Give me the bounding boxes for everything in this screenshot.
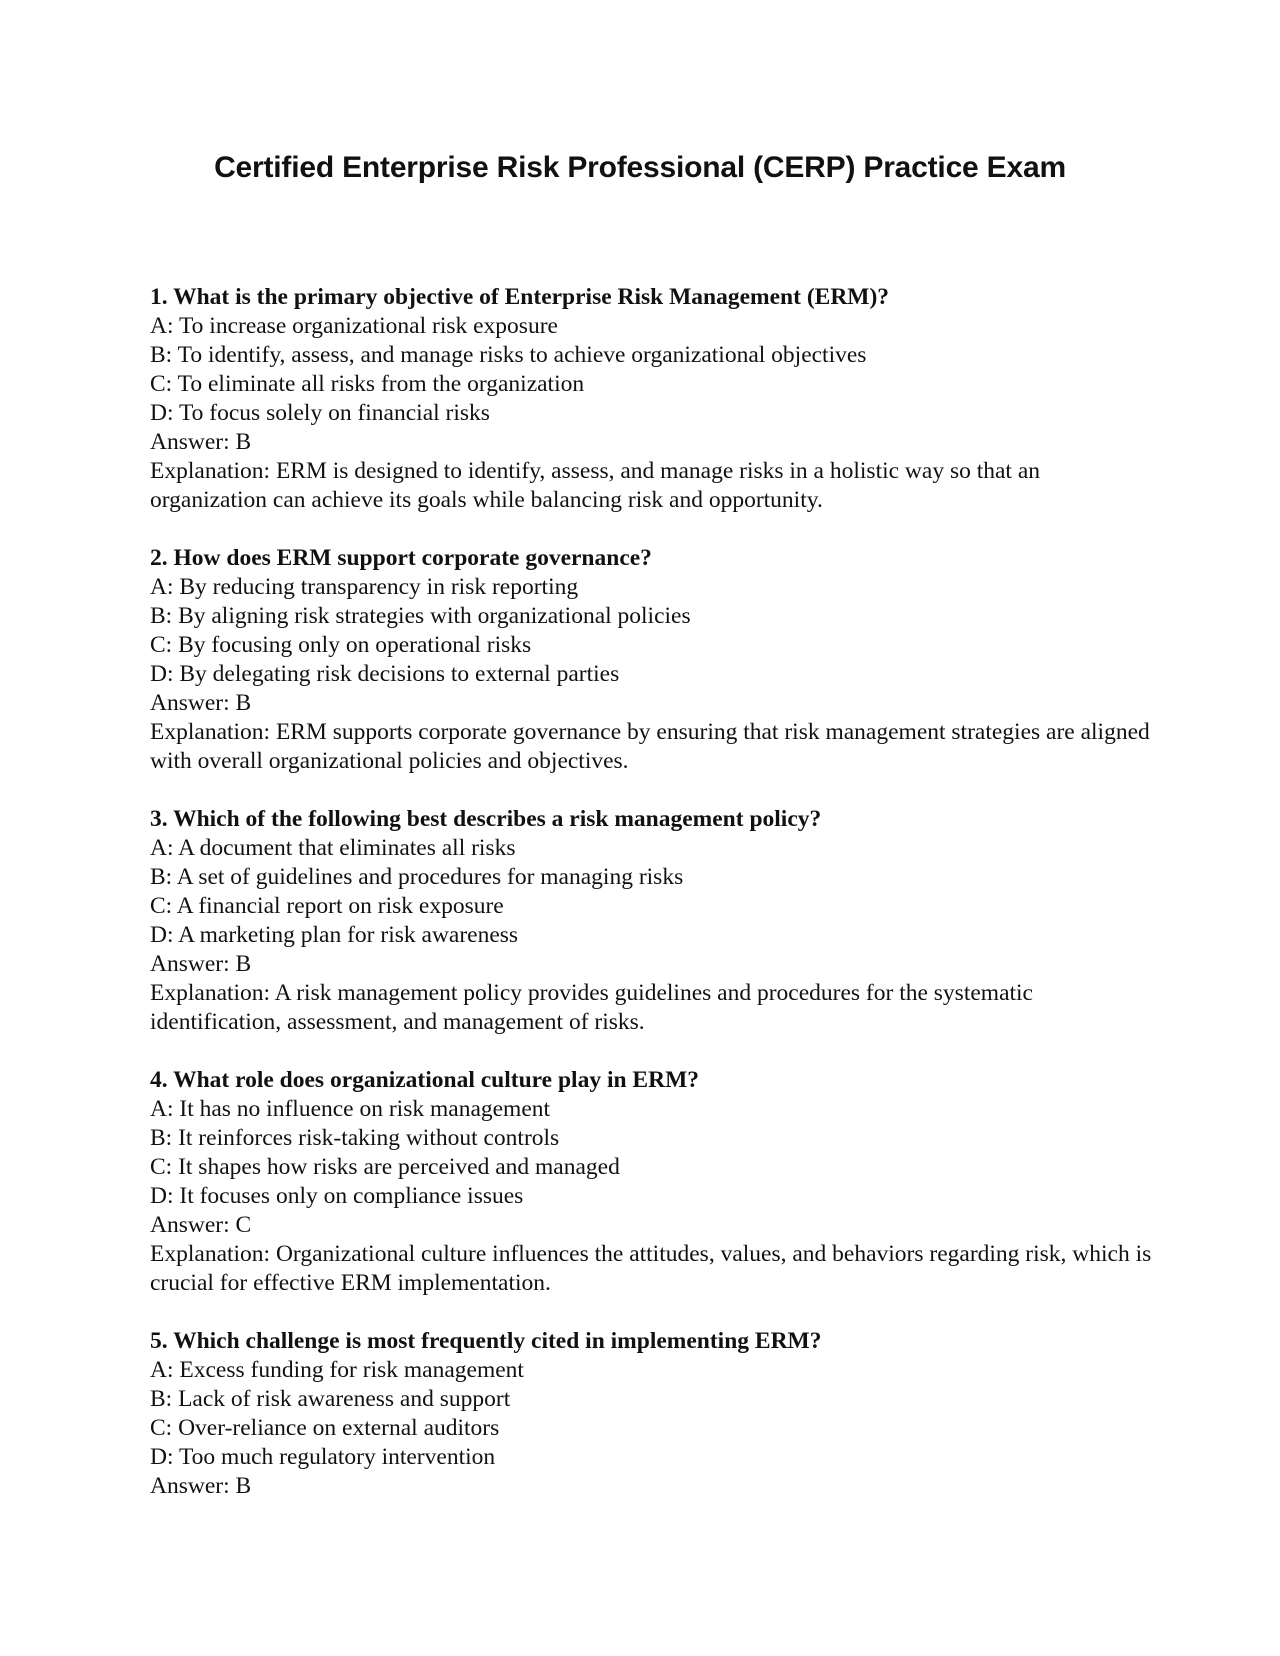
question-block bbox=[150, 1066, 1160, 1298]
option-a: A: To increase organizational risk exposure bbox=[150, 313, 558, 339]
option-d: D: To focus solely on financial risks bbox=[150, 400, 490, 426]
explanation-text: Explanation: ERM is designed to identify, assess, and manage risks in a holistic way so that an organization can achieve its goals while balancing risk and opportunity. bbox=[150, 458, 1041, 513]
option-c: C: It shapes how risks are perceived and managed bbox=[150, 1154, 620, 1180]
question-text: 3. Which of the following best describes a risk management policy? bbox=[150, 806, 822, 832]
answer-line: Answer: B bbox=[150, 951, 252, 977]
option-b: B: It reinforces risk-taking without controls bbox=[150, 1125, 560, 1151]
option-c: C: By focusing only on operational risks bbox=[150, 632, 532, 658]
option-b: B: By aligning risk strategies with organizational policies bbox=[150, 603, 691, 629]
option-d: D: By delegating risk decisions to external parties bbox=[150, 661, 620, 687]
option-b: B: To identify, assess, and manage risks to achieve organizational objectives bbox=[150, 342, 867, 368]
option-a: A: By reducing transparency in risk reporting bbox=[150, 574, 579, 600]
question-list bbox=[150, 283, 1160, 1530]
option-d: D: It focuses only on compliance issues bbox=[150, 1183, 524, 1209]
answer-line: Answer: C bbox=[150, 1212, 252, 1238]
answer-line: Answer: B bbox=[150, 690, 252, 716]
question-block bbox=[150, 805, 1160, 1037]
explanation-text: Explanation: Organizational culture influences the attitudes, values, and behaviors regarding risk, which is crucial for effective ERM implementation. bbox=[150, 1241, 1152, 1296]
explanation-text: Explanation: ERM supports corporate governance by ensuring that risk management strategies are aligned with overall organizational policies and objectives. bbox=[150, 719, 1150, 774]
question-block bbox=[150, 544, 1160, 776]
option-c: C: A financial report on risk exposure bbox=[150, 893, 504, 919]
explanation-text: Explanation: A risk management policy provides guidelines and procedures for the systematic identification, assessment, and management of risks. bbox=[150, 980, 1033, 1035]
option-a: A: It has no influence on risk management bbox=[150, 1096, 551, 1122]
document-title: Certified Enterprise Risk Professional (CERP) Practice Exam bbox=[214, 151, 1066, 184]
answer-line: Answer: B bbox=[150, 429, 252, 455]
option-c: C: To eliminate all risks from the organization bbox=[150, 371, 585, 397]
option-a: A: Excess funding for risk management bbox=[150, 1357, 524, 1383]
question-text: 4. What role does organizational culture play in ERM? bbox=[150, 1067, 700, 1093]
question-block bbox=[150, 1327, 1160, 1501]
question-text: 1. What is the primary objective of Enterprise Risk Management (ERM)? bbox=[150, 284, 890, 310]
option-d: D: A marketing plan for risk awareness bbox=[150, 922, 519, 948]
answer-line: Answer: B bbox=[150, 1473, 252, 1499]
option-a: A: A document that eliminates all risks bbox=[150, 835, 516, 861]
option-d: D: Too much regulatory intervention bbox=[150, 1444, 496, 1470]
option-b: B: A set of guidelines and procedures for managing risks bbox=[150, 864, 684, 890]
question-text: 5. Which challenge is most frequently cited in implementing ERM? bbox=[150, 1328, 822, 1354]
question-block bbox=[150, 283, 1160, 515]
option-c: C: Over-reliance on external auditors bbox=[150, 1415, 500, 1441]
option-b: B: Lack of risk awareness and support bbox=[150, 1386, 511, 1412]
question-text: 2. How does ERM support corporate governance? bbox=[150, 545, 652, 571]
